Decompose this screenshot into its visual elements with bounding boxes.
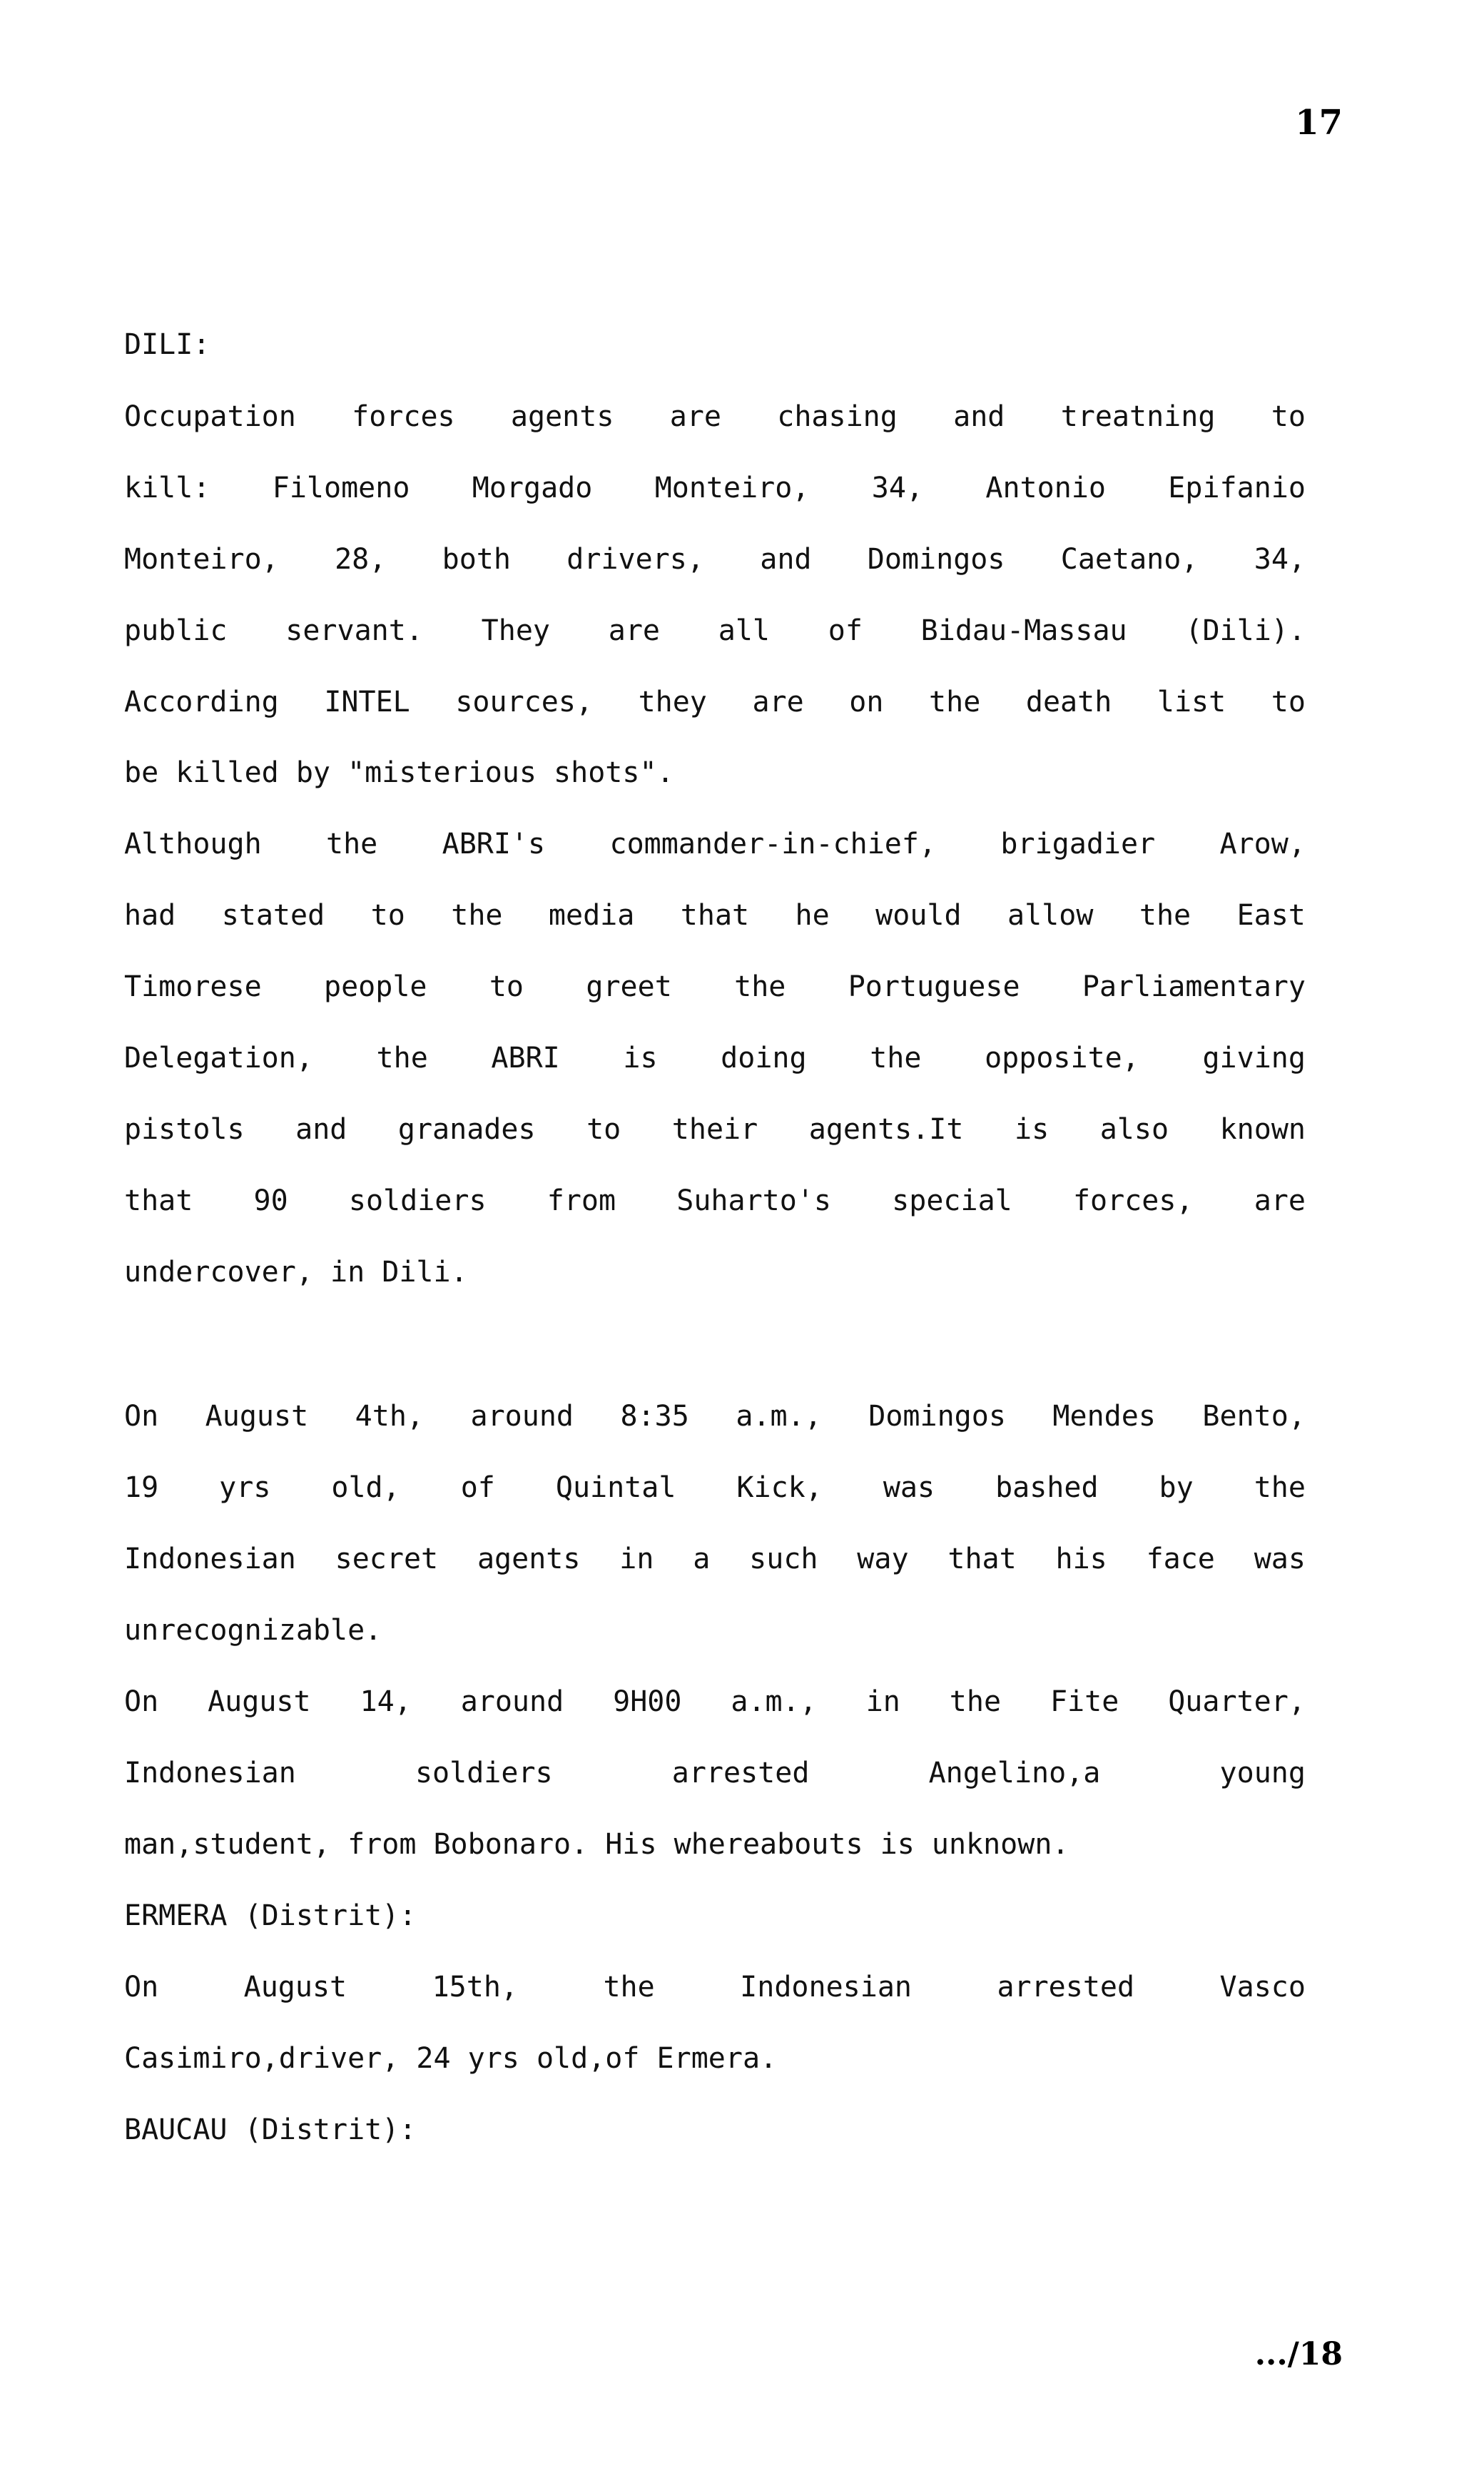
text-word: August [243, 1971, 347, 2004]
text-word: Quintal [555, 1471, 676, 1504]
text-word: a.m., [731, 1685, 817, 1718]
text-word: Monteiro, [124, 543, 279, 576]
text-word: to [1271, 400, 1306, 433]
text-word: his [1055, 1543, 1107, 1575]
text-word: in [865, 1685, 900, 1718]
text-word: Filomeno [272, 472, 410, 504]
text-word: is [1015, 1113, 1050, 1146]
text-word: August [205, 1400, 309, 1433]
text-word: Domingos [868, 1400, 1006, 1433]
text-word: the [870, 1042, 922, 1075]
text-word: 34, [1254, 543, 1306, 576]
text-word: granades [397, 1113, 536, 1146]
text-line-content: man,student, from Bobonaro. His whereabouts is unknown. [124, 1828, 1069, 1861]
text-line-content: DILI: [124, 328, 210, 361]
text-line [124, 397, 1306, 437]
text-line [124, 1038, 1306, 1078]
text-word: Bidau-Massau [920, 614, 1127, 647]
text-word: 8:35 [620, 1400, 689, 1433]
text-word: 4th, [355, 1400, 424, 1433]
text-word: he [795, 899, 830, 932]
text-word: commander-in-chief, [609, 828, 937, 860]
text-word: brigadier [1000, 828, 1156, 860]
text-word: East [1236, 899, 1306, 932]
text-word: was [883, 1471, 935, 1504]
text-word: to [489, 970, 524, 1003]
text-line [124, 895, 1306, 935]
text-word: such [749, 1543, 818, 1575]
text-word: kill: [124, 472, 210, 504]
text-word: special [892, 1184, 1012, 1217]
text-word: are [669, 400, 721, 433]
text-word: treatning [1060, 400, 1216, 433]
text-word: INTEL [324, 686, 410, 719]
text-line-content: BAUCAU (Distrit): [124, 2113, 417, 2146]
text-word: media [548, 899, 635, 932]
continuation-marker: .../18 [1254, 2336, 1343, 2372]
text-word: Fite [1050, 1685, 1119, 1718]
text-line [124, 1896, 1306, 1936]
text-word: greet [586, 970, 672, 1003]
text-word: 28, [335, 543, 387, 576]
text-word: are [752, 686, 804, 719]
text-word: doing [721, 1042, 807, 1075]
text-word: are [1254, 1184, 1306, 1217]
text-word: and [953, 400, 1005, 433]
text-word: They [481, 614, 550, 647]
text-word: would [875, 899, 962, 932]
text-word: the [929, 686, 981, 719]
text-word: ABRI [491, 1042, 560, 1075]
text-line [124, 1396, 1306, 1436]
text-word: also [1099, 1113, 1169, 1146]
text-word: around [460, 1685, 564, 1718]
text-line [124, 753, 1306, 793]
text-word: both [442, 543, 511, 576]
text-word: agents [510, 400, 614, 433]
text-word: a.m., [736, 1400, 822, 1433]
text-word: the [376, 1042, 428, 1075]
text-word: arrested [997, 1971, 1135, 2004]
text-word: way [857, 1543, 909, 1575]
text-word: 90 [253, 1184, 288, 1217]
text-line-content: ERMERA (Distrit): [124, 1899, 417, 1932]
text-word: allow [1007, 899, 1094, 932]
text-word: 34, [871, 472, 924, 504]
text-line-content: be killed by "misterious shots". [124, 756, 674, 789]
text-word: arrested [671, 1757, 810, 1789]
text-word: On [124, 1971, 159, 2004]
text-word: that [947, 1543, 1017, 1575]
text-word: are [608, 614, 660, 647]
text-word: Monteiro, [654, 472, 810, 504]
text-word: Bento, [1202, 1400, 1306, 1433]
text-word: face [1146, 1543, 1215, 1575]
text-word: ABRI's [442, 828, 546, 860]
text-word: the [1139, 899, 1191, 932]
text-line [124, 824, 1306, 864]
text-word: agents.It [808, 1113, 964, 1146]
text-word: chasing [777, 400, 898, 433]
text-word: the [326, 828, 378, 860]
text-line [124, 1967, 1306, 2007]
text-line [124, 611, 1306, 651]
text-word: Timorese [124, 970, 262, 1003]
text-word: bashed [995, 1471, 1099, 1504]
text-word: soldiers [415, 1757, 553, 1789]
text-word: drivers, [566, 543, 704, 576]
text-line [124, 1539, 1306, 1579]
text-word: Kick, [736, 1471, 823, 1504]
text-line [124, 539, 1306, 579]
text-word: pistols [124, 1113, 245, 1146]
text-word: young [1219, 1757, 1306, 1789]
text-word: the [949, 1685, 1002, 1718]
text-word: Arow, [1219, 828, 1306, 860]
text-word: the [603, 1971, 655, 2004]
text-word: of [828, 614, 863, 647]
text-word: their [671, 1113, 758, 1146]
text-word: secret [335, 1543, 439, 1575]
text-word: agents [477, 1543, 581, 1575]
text-line [124, 682, 1306, 722]
text-word: 14, [360, 1685, 412, 1718]
text-word: by [1159, 1471, 1194, 1504]
text-word: soldiers [348, 1184, 487, 1217]
text-word: from [547, 1184, 616, 1217]
text-word: Caetano, [1060, 543, 1199, 576]
text-word: Indonesian [740, 1971, 912, 2004]
text-word: death [1025, 686, 1112, 719]
page-number: 17 [1295, 103, 1343, 143]
text-line [124, 2110, 1306, 2150]
text-word: Portuguese [848, 970, 1020, 1003]
text-word: forces [352, 400, 455, 433]
text-word: stated [221, 899, 325, 932]
text-word: had [124, 899, 176, 932]
text-word: Although [124, 828, 262, 860]
text-word: yrs [219, 1471, 271, 1504]
text-word: Quarter, [1168, 1685, 1306, 1718]
text-line-content: undercover, in Dili. [124, 1256, 468, 1289]
text-word: Angelino,a [928, 1757, 1101, 1789]
text-word: the [451, 899, 503, 932]
text-word: around [470, 1400, 574, 1433]
text-word: Suharto's [676, 1184, 831, 1217]
text-word: (Dili). [1185, 614, 1306, 647]
text-word: Indonesian [124, 1543, 296, 1575]
text-line [124, 468, 1306, 508]
text-word: is [623, 1042, 658, 1075]
text-word: all [718, 614, 770, 647]
text-line [124, 1110, 1306, 1149]
text-line [124, 1610, 1306, 1650]
text-word: Parliamentary [1082, 970, 1306, 1003]
text-line [124, 1181, 1306, 1221]
text-word: servant. [285, 614, 423, 647]
text-word: list [1157, 686, 1226, 719]
text-word: to [586, 1113, 621, 1146]
text-word: people [324, 970, 427, 1003]
text-word: On [124, 1685, 159, 1718]
text-word: 15th, [432, 1971, 518, 2004]
text-word: that [124, 1184, 193, 1217]
text-word: and [760, 543, 812, 576]
text-word: 19 [124, 1471, 159, 1504]
text-word: forces, [1072, 1184, 1194, 1217]
text-word: Occupation [124, 400, 296, 433]
text-word: Epifanio [1168, 472, 1306, 504]
text-word: Indonesian [124, 1757, 296, 1789]
text-line [124, 1468, 1306, 1508]
text-word: the [734, 970, 786, 1003]
text-line [124, 325, 1306, 365]
text-word: known [1219, 1113, 1306, 1146]
text-word: public [124, 614, 228, 647]
text-word: on [849, 686, 884, 719]
text-line [124, 1682, 1306, 1722]
text-word: and [295, 1113, 347, 1146]
text-word: According [124, 686, 279, 719]
text-word: to [1271, 686, 1306, 719]
text-line [124, 1753, 1306, 1793]
text-word: opposite, [985, 1042, 1139, 1075]
text-word: old, [331, 1471, 400, 1504]
text-word: to [370, 899, 405, 932]
text-word: Delegation, [124, 1042, 313, 1075]
text-word: of [460, 1471, 495, 1504]
text-word: On [124, 1400, 159, 1433]
text-word: a [693, 1543, 711, 1575]
text-word: in [619, 1543, 654, 1575]
text-line [124, 967, 1306, 1007]
text-word: August [208, 1685, 311, 1718]
text-word: Morgado [472, 472, 593, 504]
text-word: sources, [455, 686, 593, 719]
text-word: was [1254, 1543, 1306, 1575]
text-line-content: Casimiro,driver, 24 yrs old,of Ermera. [124, 2042, 778, 2075]
text-word: 9H00 [613, 1685, 682, 1718]
text-line [124, 2038, 1306, 2078]
text-line [124, 1252, 1306, 1292]
text-line-content: unrecognizable. [124, 1614, 382, 1647]
text-word: Antonio [985, 472, 1106, 504]
text-word: Mendes [1052, 1400, 1156, 1433]
text-word: that [680, 899, 750, 932]
text-word: they [638, 686, 707, 719]
text-word: Domingos [867, 543, 1005, 576]
text-word: giving [1202, 1042, 1306, 1075]
text-line [124, 1824, 1306, 1864]
text-word: the [1254, 1471, 1306, 1504]
text-word: Vasco [1219, 1971, 1306, 2004]
